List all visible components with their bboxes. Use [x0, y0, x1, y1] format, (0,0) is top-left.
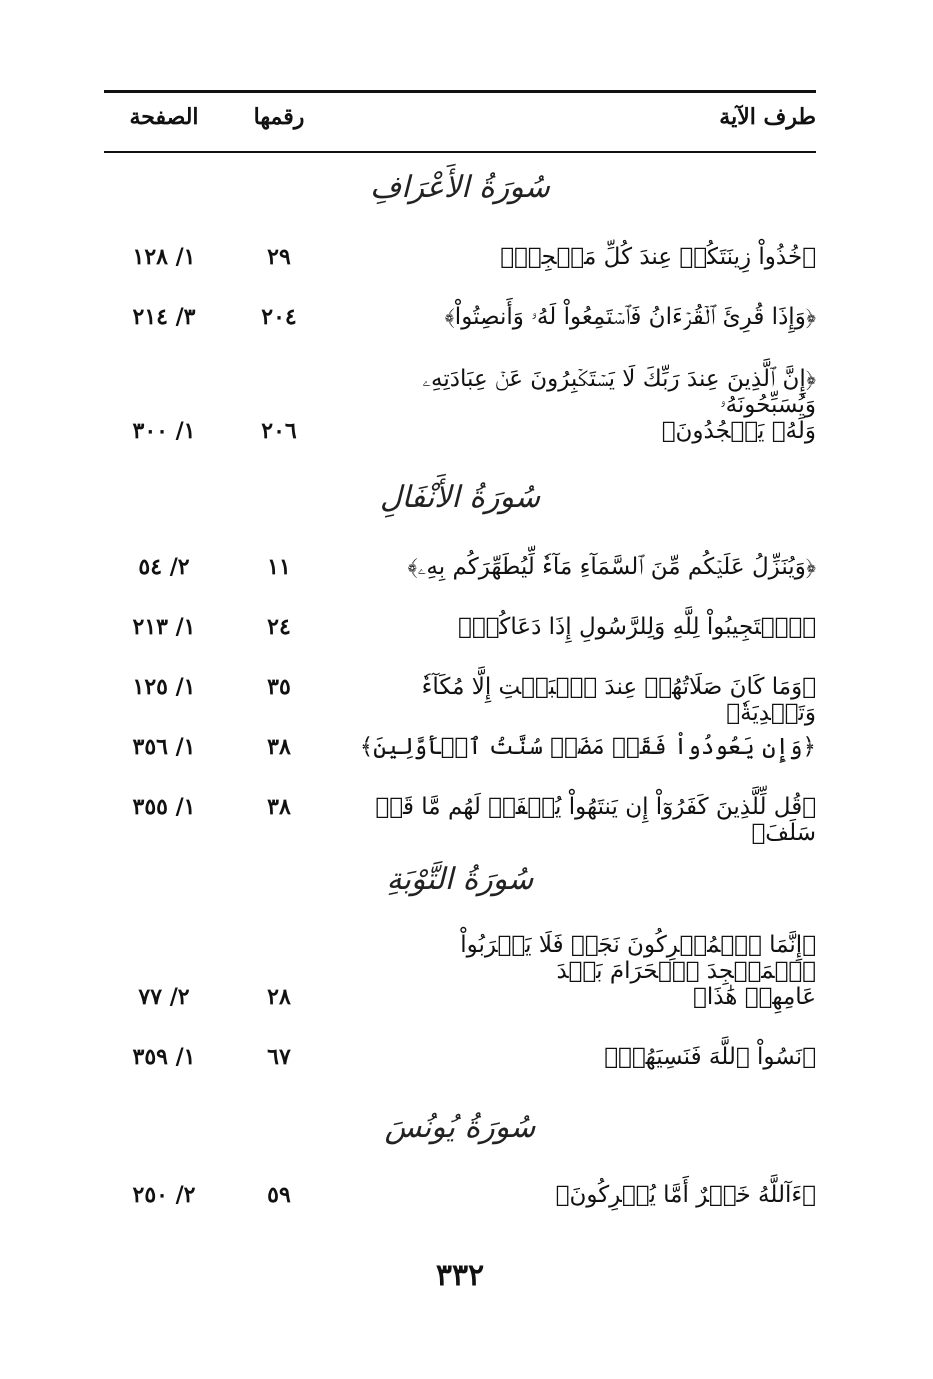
verse-text: ﴿وَمَا كَانَ صَلَاتُهُمۡ عِندَ ٱلۡبَيۡتِ إِلَّا مُكَآءٗ وَتَصۡدِيَةٗ﴾ — [421, 674, 816, 726]
verse-text: ﴿قُل لِّلَّذِينَ كَفَرُوٓاْ إِن يَنتَهُواْ يُغۡفَرۡ لَهُم مَّا قَدۡ سَلَفَ﴾ — [375, 794, 816, 846]
header-verse: طرف الآية — [719, 104, 816, 130]
verse-number: ٢٩ — [267, 244, 291, 270]
verse-text: ﴿إِنَّ ٱلَّذِينَ عِندَ رَبِّكَ لَا يَسۡتَكۡبِرُونَ عَنۡ عِبَادَتِهِۦ وَيُسَبِّحُونَهُۥ — [422, 366, 816, 418]
header-page: الصفحة — [129, 104, 199, 130]
verse-text: ﴿وَإِن يَعُودُواْ فَقَدۡ مَضَتۡ سُنَّتُ ٱلۡأَوَّلِينَ﴾ — [359, 734, 816, 760]
verse-text: ﴿ٱسۡتَجِيبُواْ لِلَّهِ وَلِلرَّسُولِ إِذَا دَعَاكُمۡ﴾ — [458, 614, 816, 640]
surah-title: سُورَةُ الأَنْفَالِ — [379, 480, 541, 515]
surah-title: سُورَةُ يُونُسَ — [384, 1110, 536, 1145]
page-ref: ١/ ١٢٨ — [132, 244, 196, 270]
verse-number: ٢٠٤ — [261, 304, 297, 330]
verse-text-continued: وَلَهُۥ يَسۡجُدُونَ﴾ — [661, 418, 816, 444]
page-ref: ١/ ١٢٥ — [132, 674, 196, 700]
verse-text: ﴿ءَآللَّهُ خَيۡرٌ أَمَّا يُشۡرِكُونَ﴾ — [555, 1182, 816, 1208]
surah-title: سُورَةُ التَّوْبَةِ — [386, 862, 534, 897]
index-page — [104, 0, 816, 1379]
page-ref: ١/ ٣٠٠ — [132, 418, 196, 444]
verse-text: ﴿خُذُواْ زِينَتَكُمۡ عِندَ كُلِّ مَسۡجِدٖ﴾ — [500, 244, 816, 270]
page-number: ٣٣٢ — [435, 1258, 485, 1293]
verse-text: ﴿وَإِذَا قُرِئَ ٱلۡقُرۡءَانُ فَٱسۡتَمِعُواْ لَهُۥ وَأَنصِتُواْ﴾ — [444, 304, 816, 330]
verse-text-continued: عَامِهِمۡ هَٰذَا﴾ — [693, 984, 816, 1010]
verse-text: ﴿وَيُنَزِّلُ عَلَيۡكُم مِّنَ ٱلسَّمَآءِ مَآءٗ لِّيُطَهِّرَكُم بِهِۦ﴾ — [407, 554, 816, 580]
verse-text: ﴿نَسُواْ ٱللَّهَ فَنَسِيَهُمۡ﴾ — [604, 1044, 816, 1070]
page-ref: ٣/ ٢١٤ — [132, 304, 196, 330]
verse-number: ٢٤ — [267, 614, 291, 640]
header-rule — [104, 151, 816, 153]
page-ref: ١/ ٢١٣ — [132, 614, 196, 640]
verse-number: ٣٥ — [267, 674, 291, 700]
surah-title: سُورَةُ الأَعْرَافِ — [370, 170, 550, 205]
verse-text: ﴿إِنَّمَا ٱلۡمُشۡرِكُونَ نَجَسٞ فَلَا يَقۡرَبُواْ ٱلۡمَسۡجِدَ ٱلۡحَرَامَ بَعۡدَ — [460, 932, 816, 984]
page-ref: ٢/ ٢٥٠ — [132, 1182, 196, 1208]
page-ref: ٢/ ٧٧ — [138, 984, 190, 1010]
header-number: رقمها — [253, 104, 305, 130]
verse-number: ١١ — [267, 554, 291, 580]
page-ref: ١/ ٣٥٥ — [132, 794, 196, 820]
page-ref: ٢/ ٥٤ — [138, 554, 190, 580]
verse-number: ٢٠٦ — [261, 418, 297, 444]
verse-number: ٥٩ — [267, 1182, 291, 1208]
verse-number: ٦٧ — [267, 1044, 291, 1070]
page-ref: ١/ ٣٥٦ — [132, 734, 196, 760]
page-ref: ١/ ٣٥٩ — [132, 1044, 196, 1070]
verse-number: ٢٨ — [267, 984, 291, 1010]
verse-number: ٣٨ — [267, 794, 291, 820]
verse-number: ٣٨ — [267, 734, 291, 760]
top-rule — [104, 90, 816, 93]
